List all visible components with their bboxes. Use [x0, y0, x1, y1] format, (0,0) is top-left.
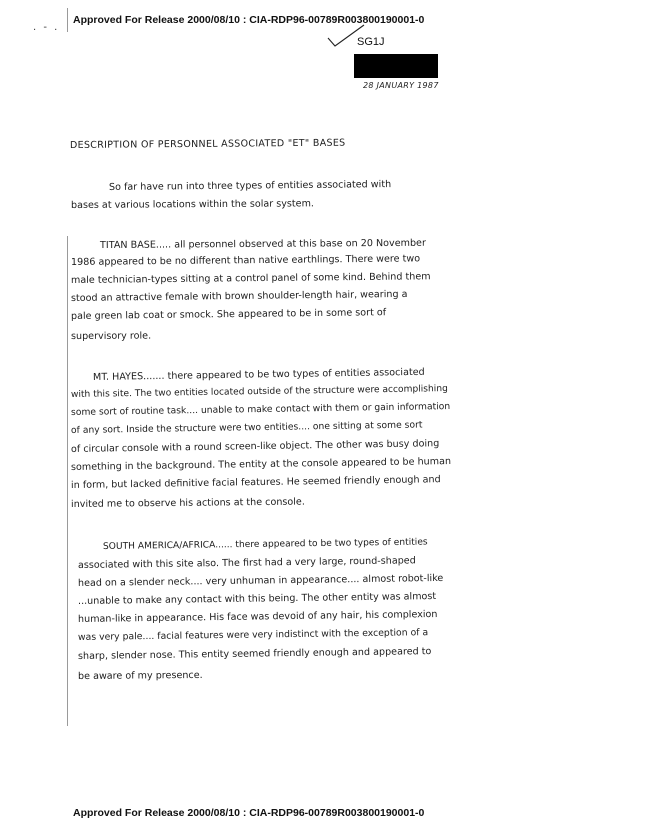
body-line: 1986 appeared to be no different than native earthlings. There were two [70, 253, 421, 268]
body-line: in form, but lacked definitive facial features. He seemed friendly enough and [70, 474, 441, 491]
margin-specks: . - . [33, 22, 60, 33]
body-line: of any sort. Inside the structure were two entities.... one sitting at some sort [70, 419, 423, 436]
body-line: be aware of my presence. [77, 669, 203, 682]
body-line: sharp, slender nose. This entity seemed friendly enough and appeared to [77, 646, 432, 662]
body-line: some sort of routine task.... unable to make contact with them or gain information [70, 401, 451, 418]
body-line: associated with this site also. The first had a very large, round-shaped [77, 555, 416, 571]
body-line: MT. HAYES....... there appeared to be two types of entities associated [92, 366, 425, 383]
body-line: TITAN BASE..... all personnel observed at this base on 20 November [99, 237, 426, 251]
memo-title: DESCRIPTION OF PERSONNEL ASSOCIATED "ET" BASES [69, 137, 346, 151]
body-line: was very pale.... facial features were very indistinct with the exception of a [77, 627, 429, 643]
margin-rule-body [67, 236, 68, 726]
body-line: something in the background. The entity at the console appeared to be human [70, 456, 452, 473]
body-line: invited me to observe his actions at the console. [70, 496, 305, 510]
release-header: Approved For Release 2000/08/10 : CIA-RDP96-00789R003800190001-0 [73, 14, 425, 26]
body-line: SOUTH AMERICA/AFRICA...... there appeared to be two types of entities [102, 537, 428, 552]
body-line: of circular console with a round screen-like object. The other was busy doing [70, 438, 440, 455]
memo-date: 28 JANUARY 1987 [363, 81, 439, 90]
body-line: male technician-types sitting at a control panel of some kind. Behind them [70, 271, 431, 286]
body-line: ...unable to make any contact with this being. The other entity was almost [77, 590, 437, 607]
stamp-code: SG1J [357, 36, 385, 48]
body-line: pale green lab coat or smock. She appeared to be in some sort of [70, 307, 387, 322]
body-line: So far have run into three types of entities associated with [108, 179, 392, 193]
margin-rule-top [67, 8, 68, 32]
body-line: supervisory role. [70, 330, 152, 342]
body-line: stood an attractive female with brown shoulder-length hair, wearing a [70, 288, 408, 304]
body-line: bases at various locations within the solar system. [70, 198, 315, 211]
release-footer: Approved For Release 2000/08/10 : CIA-RDP96-00789R003800190001-0 [73, 807, 425, 819]
body-line: human-like in appearance. His face was devoid of any hair, his complexion [77, 608, 438, 625]
redaction-block [354, 54, 438, 78]
body-line: with this site. The two entities located outside of the structure were accomplishing [70, 384, 448, 400]
body-line: head on a slender neck.... very unhuman in appearance.... almost robot-like [77, 572, 444, 589]
